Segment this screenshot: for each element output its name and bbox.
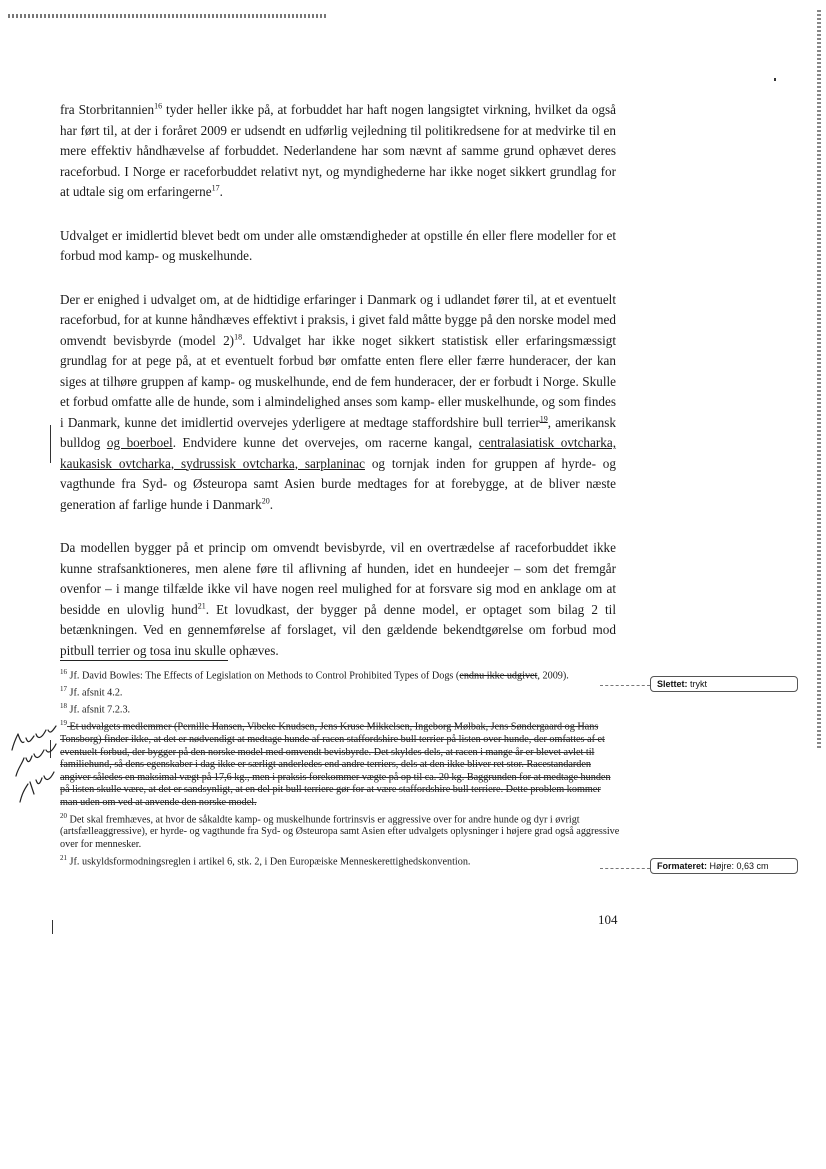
footnote-ref-18[interactable]: 18 — [234, 332, 243, 342]
footnote-ref-16[interactable]: 16 — [154, 101, 163, 111]
inserted-text: centralasiatisk ovtcharka, kaukasisk ovtcharka, sydrussisk ovtcharka, sarplaninac — [60, 435, 617, 471]
footnote-19: $^{19}$ Et udvalgets medlemmer (Pernille Hansen, Vibeke Knudsen, Jens Kruse Mikkelsen, Ingeborg Mølbak, Jens Søndergaard og Hans Tonsborg) finder ikke, at det er nødvendigt at medtage hunde af racen staffordshire bull terrier på listen over hunde, der omfattes af et eventuelt forbud, der bygger på den norske model med omvendt bevisbyrde. Det skyldes dels, at racen i mange år er blevet avlet til familiehund, så dens egenskaber i dag ikke er særligt anderledes end andre terriers, dels at den ikke bliver ret stor. Racestandarden angiver således en maksimal vægt på 17,6 kg., men i praksis forekommer vægte på op til ca. 20 kg. Baggrunden for at medtage hunden på listen skulle være, at det er sandsynligt, at en del pit bull terriere gør for at være staffordshire bull terriere. Dette problem kommer man uden om ved at anvende den norske model. — [60, 718, 611, 808]
footnote-ref-20[interactable]: 20 — [261, 496, 270, 506]
change-bar — [50, 425, 51, 463]
paragraph-1: fra Storbritannien$^{16}$ tyder heller ikke på, at forbuddet har haft nogen langsigtet virkning, hvilket da også har ført til, at der i foråret 2009 er udsendt en udførlig vejledning til politikredsene for at medvirke til en mere effektiv håndhævelse af forbuddet. Nederlandene har som nævnt af samme grund ophævet deres raceforbud. I Norge er raceforbuddet relativt nyt, og myndighederne har ikke noget sikkert grundlag for at udtale sig om erfaringerne$^{17}$. — [60, 101, 616, 199]
body-text — [60, 100, 616, 684]
footnote-ref-17[interactable]: 17 — [211, 183, 220, 193]
footnote-ref-19[interactable]: 19 — [539, 414, 548, 424]
comment-leader — [600, 685, 650, 686]
inserted-text: og boerboel — [106, 435, 173, 450]
scan-artifact-right — [817, 10, 821, 750]
footnote-ref-21[interactable]: 21 — [197, 601, 206, 611]
scan-artifact-top — [8, 14, 328, 18]
paragraph-2: Udvalget er imidlertid blevet bedt om under alle omstændigheder at opstille én eller flere modeller for et forbud mod kamp- og muskelhunde. — [60, 227, 616, 263]
footnote-17: $^{17}$ Jf. afsnit 4.2. — [60, 684, 123, 699]
paragraph-3: Der er enighed i udvalget om, at de hidtidige erfaringer i Danmark og i udlandet fører til, at et eventuelt raceforbud, for at kunne håndhæves effektivt i praksis, i givet fald måtte bygge på den norske model med omvendt bevisbyrde (model 2)$^{18}$. Udvalget har ikke noget sikkert statistisk eller erfaringsmæssigt grundlag for at pege på, at et eventuelt forbud bør omfatte enten flere eller færre hunderacer, der kan siges at tilhøre gruppen af kamp- og muskelhunde, end de fem hunderacer, der er forbudt i Norge. Skulle et forbud omfatte alle de hunde, som i almindelighed anses som kamp- eller muskelhunde, og som findes i Danmark, kunne det imidlertid overvejes yderligere at medtage staffordshire bull terrier$^{19}$, amerikansk bulldog og boerboel. Endvidere kunne det overvejes, om racerne kangal, centralasiatisk ovtcharka, kaukasisk ovtcharka, sydrussisk ovtcharka, sarplaninac og tornjak inden for gruppen af hyrde- og vagthunde fra Syd- og Østeuropa samt Asien burde medtages for at forebygge, at de bliver næste generation af farlige hunde i Danmark$^{20}$. — [60, 291, 617, 512]
footnote-18: $^{18}$ Jf. afsnit 7.2.3. — [60, 701, 131, 716]
page-number: 104 — [598, 912, 618, 927]
footnote-separator — [60, 660, 228, 661]
deleted-text: endnu ikke udgivet — [459, 670, 538, 682]
footnote-21: $^{21}$ Jf. uskyldsformodningsreglen i artikel 6, stk. 2, i Den Europæiske Menneskerettighedskonvention. — [60, 853, 471, 868]
footnote-16: $^{16}$ Jf. David Bowles: The Effects of Legislation on Methods to Control Prohibited Types of Dogs (endnu ikke udgivet, 2009). — [60, 668, 569, 682]
comment-deleted[interactable]: Slettet: trykt — [650, 676, 798, 692]
scan-speck — [774, 78, 776, 81]
paragraph-4: Da modellen bygger på et princip om omvendt bevisbyrde, vil en overtrædelse af raceforbuddet ikke kunne strafsanktioneres, men alene føre til aflivning af hunden, idet en hundeejer – som det fremgår ovenfor – i mange tilfælde ikke vil have nogen reel mulighed for at forsvare sig mod en anklage om at besidde en ulovlig hund$^{21}$. Et lovudkast, der bygger på denne model, er optaget som bilag 2 til betænkningen. Ved en gennemførelse af forslaget, vil den gældende bekendtgørelse om forbud mod pitbull terrier og tosa inu skulle ophæves. — [60, 540, 616, 658]
handwritten-note — [6, 724, 62, 814]
change-bar — [52, 920, 53, 934]
comment-formatted[interactable]: Formateret: Højre: 0,63 cm — [650, 858, 798, 874]
comment-leader — [600, 868, 650, 869]
footnotes — [60, 666, 620, 869]
footnote-20: $^{20}$ Det skal fremhæves, at hvor de såkaldte kamp- og muskelhunde fortrinsvis er aggressive over for andre hunde og dyr i øvrigt (artsfælleaggressive), er hyrde- og vagthunde fra Syd- og Østeuropa samt Asien efter udvalgets oplysninger i højere grad også aggressive over for mennesker. — [60, 811, 620, 851]
